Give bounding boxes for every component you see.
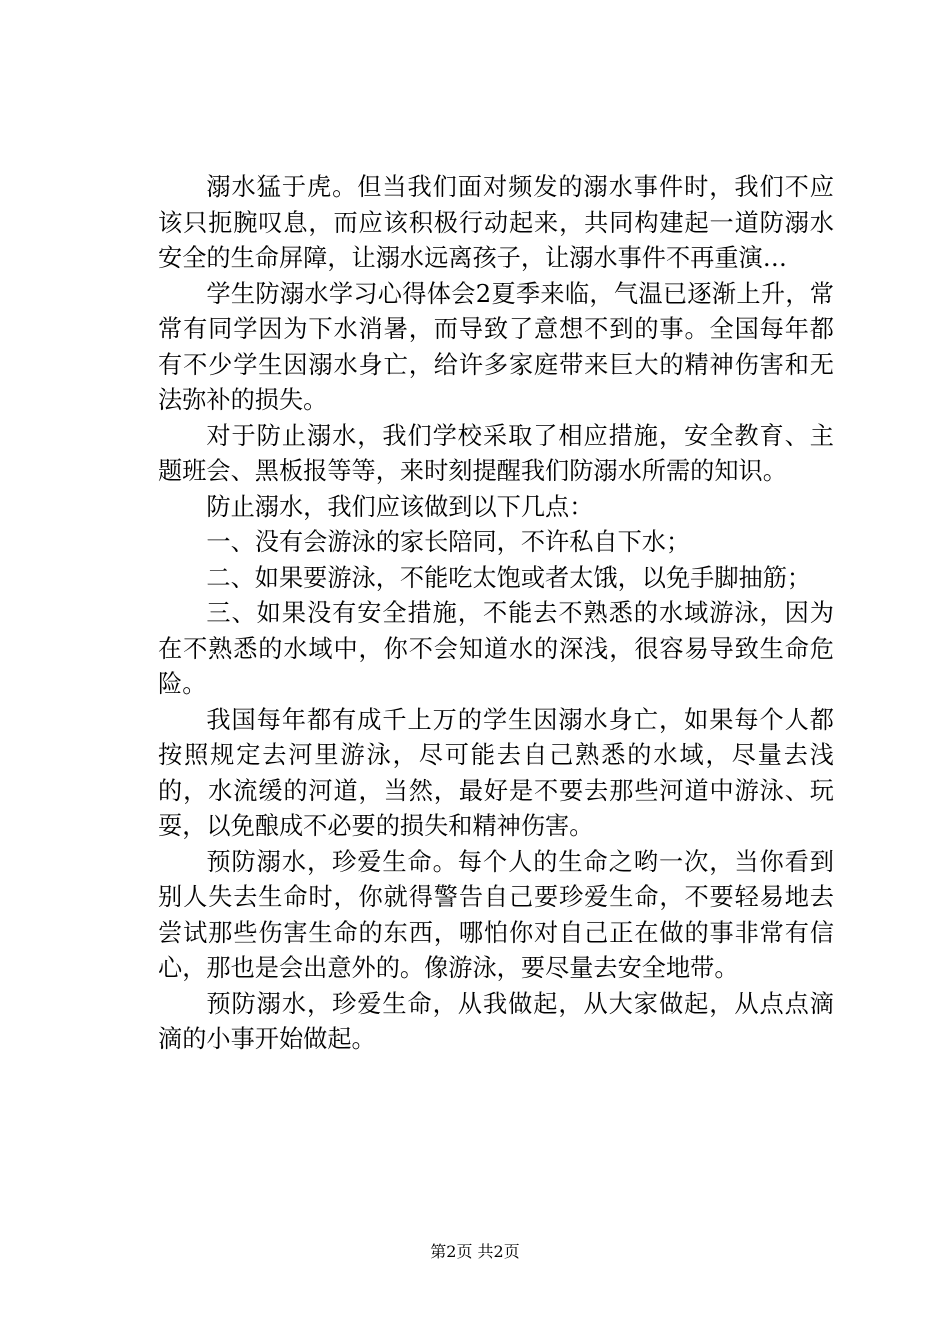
document-body bbox=[158, 170, 834, 1058]
paragraph-9: 预防溺水，珍爱生命。每个人的生命之哟一次，当你看到别人失去生命时，你就得警告自己要珍爱生命，不要轻易地去尝试那些伤害生命的东西，哪怕你对自己正在做的事非常有信心，那也是会出意外的。像游泳，要尽量去安全地带。 bbox=[158, 847, 834, 982]
paragraph-6: 二、如果要游泳，不能吃太饱或者太饿，以免手脚抽筋； bbox=[206, 563, 812, 592]
paragraph-7: 三、如果没有安全措施，不能去不熟悉的水域游泳，因为在不熟悉的水域中，你不会知道水的深浅，很容易导致生命危险。 bbox=[158, 599, 834, 698]
paragraph-5: 一、没有会游泳的家长陪同，不许私自下水； bbox=[206, 528, 691, 556]
paragraph-4: 防止溺水，我们应该做到以下几点： bbox=[206, 492, 594, 521]
paragraph-10: 预防溺水，珍爱生命，从我做起，从大家做起，从点点滴滴的小事开始做起。 bbox=[158, 989, 834, 1053]
paragraph-2: 学生防溺水学习心得体会2夏季来临，气温已逐渐上升，常常有同学因为下水消暑，而导致了意想不到的事。全国每年都有不少学生因溺水身亡，给许多家庭带来巨大的精神伤害和无法弥补的损失。 bbox=[158, 279, 834, 414]
page-footer: 第2页 共2页 bbox=[430, 1242, 520, 1261]
paragraph-3: 对于防止溺水，我们学校采取了相应措施，安全教育、主题班会、黑板报等等，来时刻提醒我们防溺水所需的知识。 bbox=[158, 421, 834, 485]
paragraph-8: 我国每年都有成千上万的学生因溺水身亡，如果每个人都按照规定去河里游泳，尽可能去自己熟悉的水域，尽量去浅的，水流缓的河道，当然，最好是不要去那些河道中游泳、玩耍，以免酿成不必要的损失和精神伤害。 bbox=[158, 705, 834, 840]
paragraph-1: 溺水猛于虎。但当我们面对频发的溺水事件时，我们不应该只扼腕叹息，而应该积极行动起来，共同构建起一道防溺水安全的生命屏障，让溺水远离孩子，让溺水事件不再重演… bbox=[158, 173, 834, 272]
